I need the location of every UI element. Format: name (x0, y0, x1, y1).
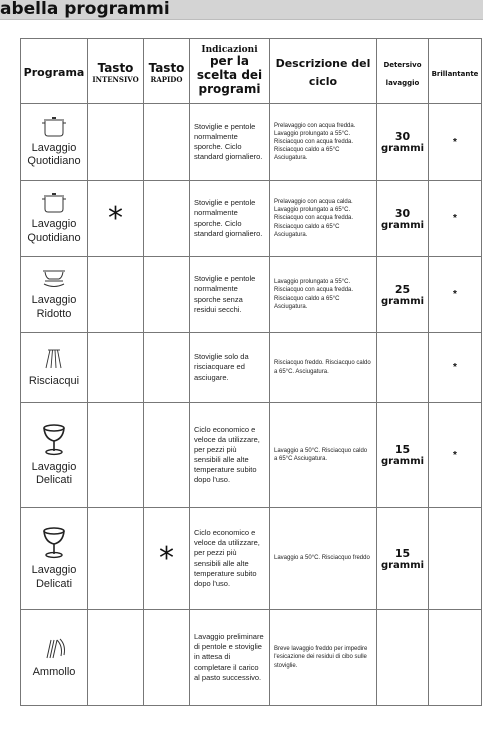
program-cell: Risciacqui (21, 333, 88, 403)
page-title: abella programmi (0, 0, 170, 19)
intensivo-cell: * (88, 181, 144, 257)
descrizione-cell: Prelavaggio con acqua fredda. Lavaggio prolungato a 55°C. Risciacquo con acqua fredda. Risciacquo caldo a 65°C Asciugatura. (270, 104, 377, 181)
brillantante-cell: * (429, 104, 482, 181)
table-row (21, 508, 482, 610)
header-descrizione: Descrizione del ciclo (270, 39, 377, 104)
rapido-cell (144, 333, 190, 403)
indicazioni-cell: Lavaggio preliminare di pentole e stoviglie in attesa di completare il carico al pasto successivo. (190, 610, 270, 706)
indicazioni-cell: Stoviglie e pentole normalmente sporche. Ciclo standard giornaliero. (190, 181, 270, 257)
indicazioni-cell: Stoviglie solo da risciacquare ed asciugare. (190, 333, 270, 403)
intensivo-cell (88, 333, 144, 403)
table-row (21, 257, 482, 333)
header-rapido: Tasto RAPIDO (144, 39, 190, 104)
program-cell: Lavaggio Delicati (21, 508, 88, 610)
rapido-cell (144, 104, 190, 181)
descrizione-cell: Lavaggio prolungato a 55°C. Risciacquo con acqua fredda. Risciacquo caldo a 65°C Asciugatura. (270, 257, 377, 333)
detersivo-cell: 15 grammi (377, 508, 429, 610)
table-row (21, 181, 482, 257)
indicazioni-cell: Ciclo economico e veloce da utilizzare, per pezzi più sensibili alle alte temperature subito dopo l'uso. (190, 508, 270, 610)
descrizione-cell: Breve lavaggio freddo per impedire l'esicazione dei residui di cibo sulle stoviglie. (270, 610, 377, 706)
intensivo-cell (88, 403, 144, 508)
header-programa: Programa (21, 39, 88, 104)
indicazioni-cell: Stoviglie e pentole normalmente sporche senza residui secchi. (190, 257, 270, 333)
glass-icon (39, 423, 69, 457)
programs-table (20, 38, 482, 706)
title-bar (0, 0, 483, 20)
brillantante-cell: * (429, 257, 482, 333)
header-brillantante: Brillantante (429, 39, 482, 104)
program-cell: Lavaggio Delicati (21, 403, 88, 508)
table-row (21, 403, 482, 508)
glass-icon (39, 526, 69, 560)
intensivo-cell (88, 257, 144, 333)
intensivo-cell (88, 610, 144, 706)
table-row (21, 333, 482, 403)
brillantante-cell (429, 610, 482, 706)
detersivo-cell: 30 grammi (377, 181, 429, 257)
program-cell: Lavaggio Quotidiano (21, 104, 88, 181)
intensivo-cell (88, 508, 144, 610)
descrizione-cell: Lavaggio a 50°C. Risciacquo freddo (270, 508, 377, 610)
header-intensivo: Tasto INTENSIVO (88, 39, 144, 104)
soak-icon (39, 636, 69, 662)
detersivo-cell (377, 610, 429, 706)
indicazioni-cell: Ciclo economico e veloce da utilizzare, per pezzi più sensibili alle alte temperature subito dopo l'uso. (190, 403, 270, 508)
detersivo-cell (377, 333, 429, 403)
table-row (21, 104, 482, 181)
table-header-row (21, 39, 482, 104)
descrizione-cell: Lavaggio a 50°C. Risciacquo caldo a 65°C Asciugatura. (270, 403, 377, 508)
table-row (21, 610, 482, 706)
brillantante-cell: * (429, 403, 482, 508)
rapido-cell (144, 610, 190, 706)
rapido-cell (144, 257, 190, 333)
detersivo-cell: 30 grammi (377, 104, 429, 181)
brillantante-cell: * (429, 181, 482, 257)
intensivo-cell (88, 104, 144, 181)
detersivo-cell: 15 grammi (377, 403, 429, 508)
indicazioni-cell: Stoviglie e pentole normalmente sporche. Ciclo standard giornaliero. (190, 104, 270, 181)
program-cell: Lavaggio Quotidiano (21, 181, 88, 257)
brillantante-cell: * (429, 333, 482, 403)
pot-icon (39, 192, 69, 214)
detersivo-cell: 25 grammi (377, 257, 429, 333)
rapido-cell (144, 403, 190, 508)
brillantante-cell (429, 508, 482, 610)
pot-icon (39, 116, 69, 138)
header-detersivo: Detersivo lavaggio (377, 39, 429, 104)
spray-icon (39, 347, 69, 371)
program-cell: Lavaggio Ridotto (21, 257, 88, 333)
rapido-cell (144, 181, 190, 257)
header-indicazioni: Indicazioni per la scelta dei programi (190, 39, 270, 104)
bowl-icon (39, 268, 69, 290)
program-cell: Ammollo (21, 610, 88, 706)
descrizione-cell: Risciacquo freddo. Risciacquo caldo a 65°C. Asciugatura. (270, 333, 377, 403)
rapido-cell: * (144, 508, 190, 610)
descrizione-cell: Prelavaggio con acqua calda. Lavaggio prolungato a 65°C. Risciacquo con acqua fredda. Risciacquo caldo a 65°C Asciugatura. (270, 181, 377, 257)
